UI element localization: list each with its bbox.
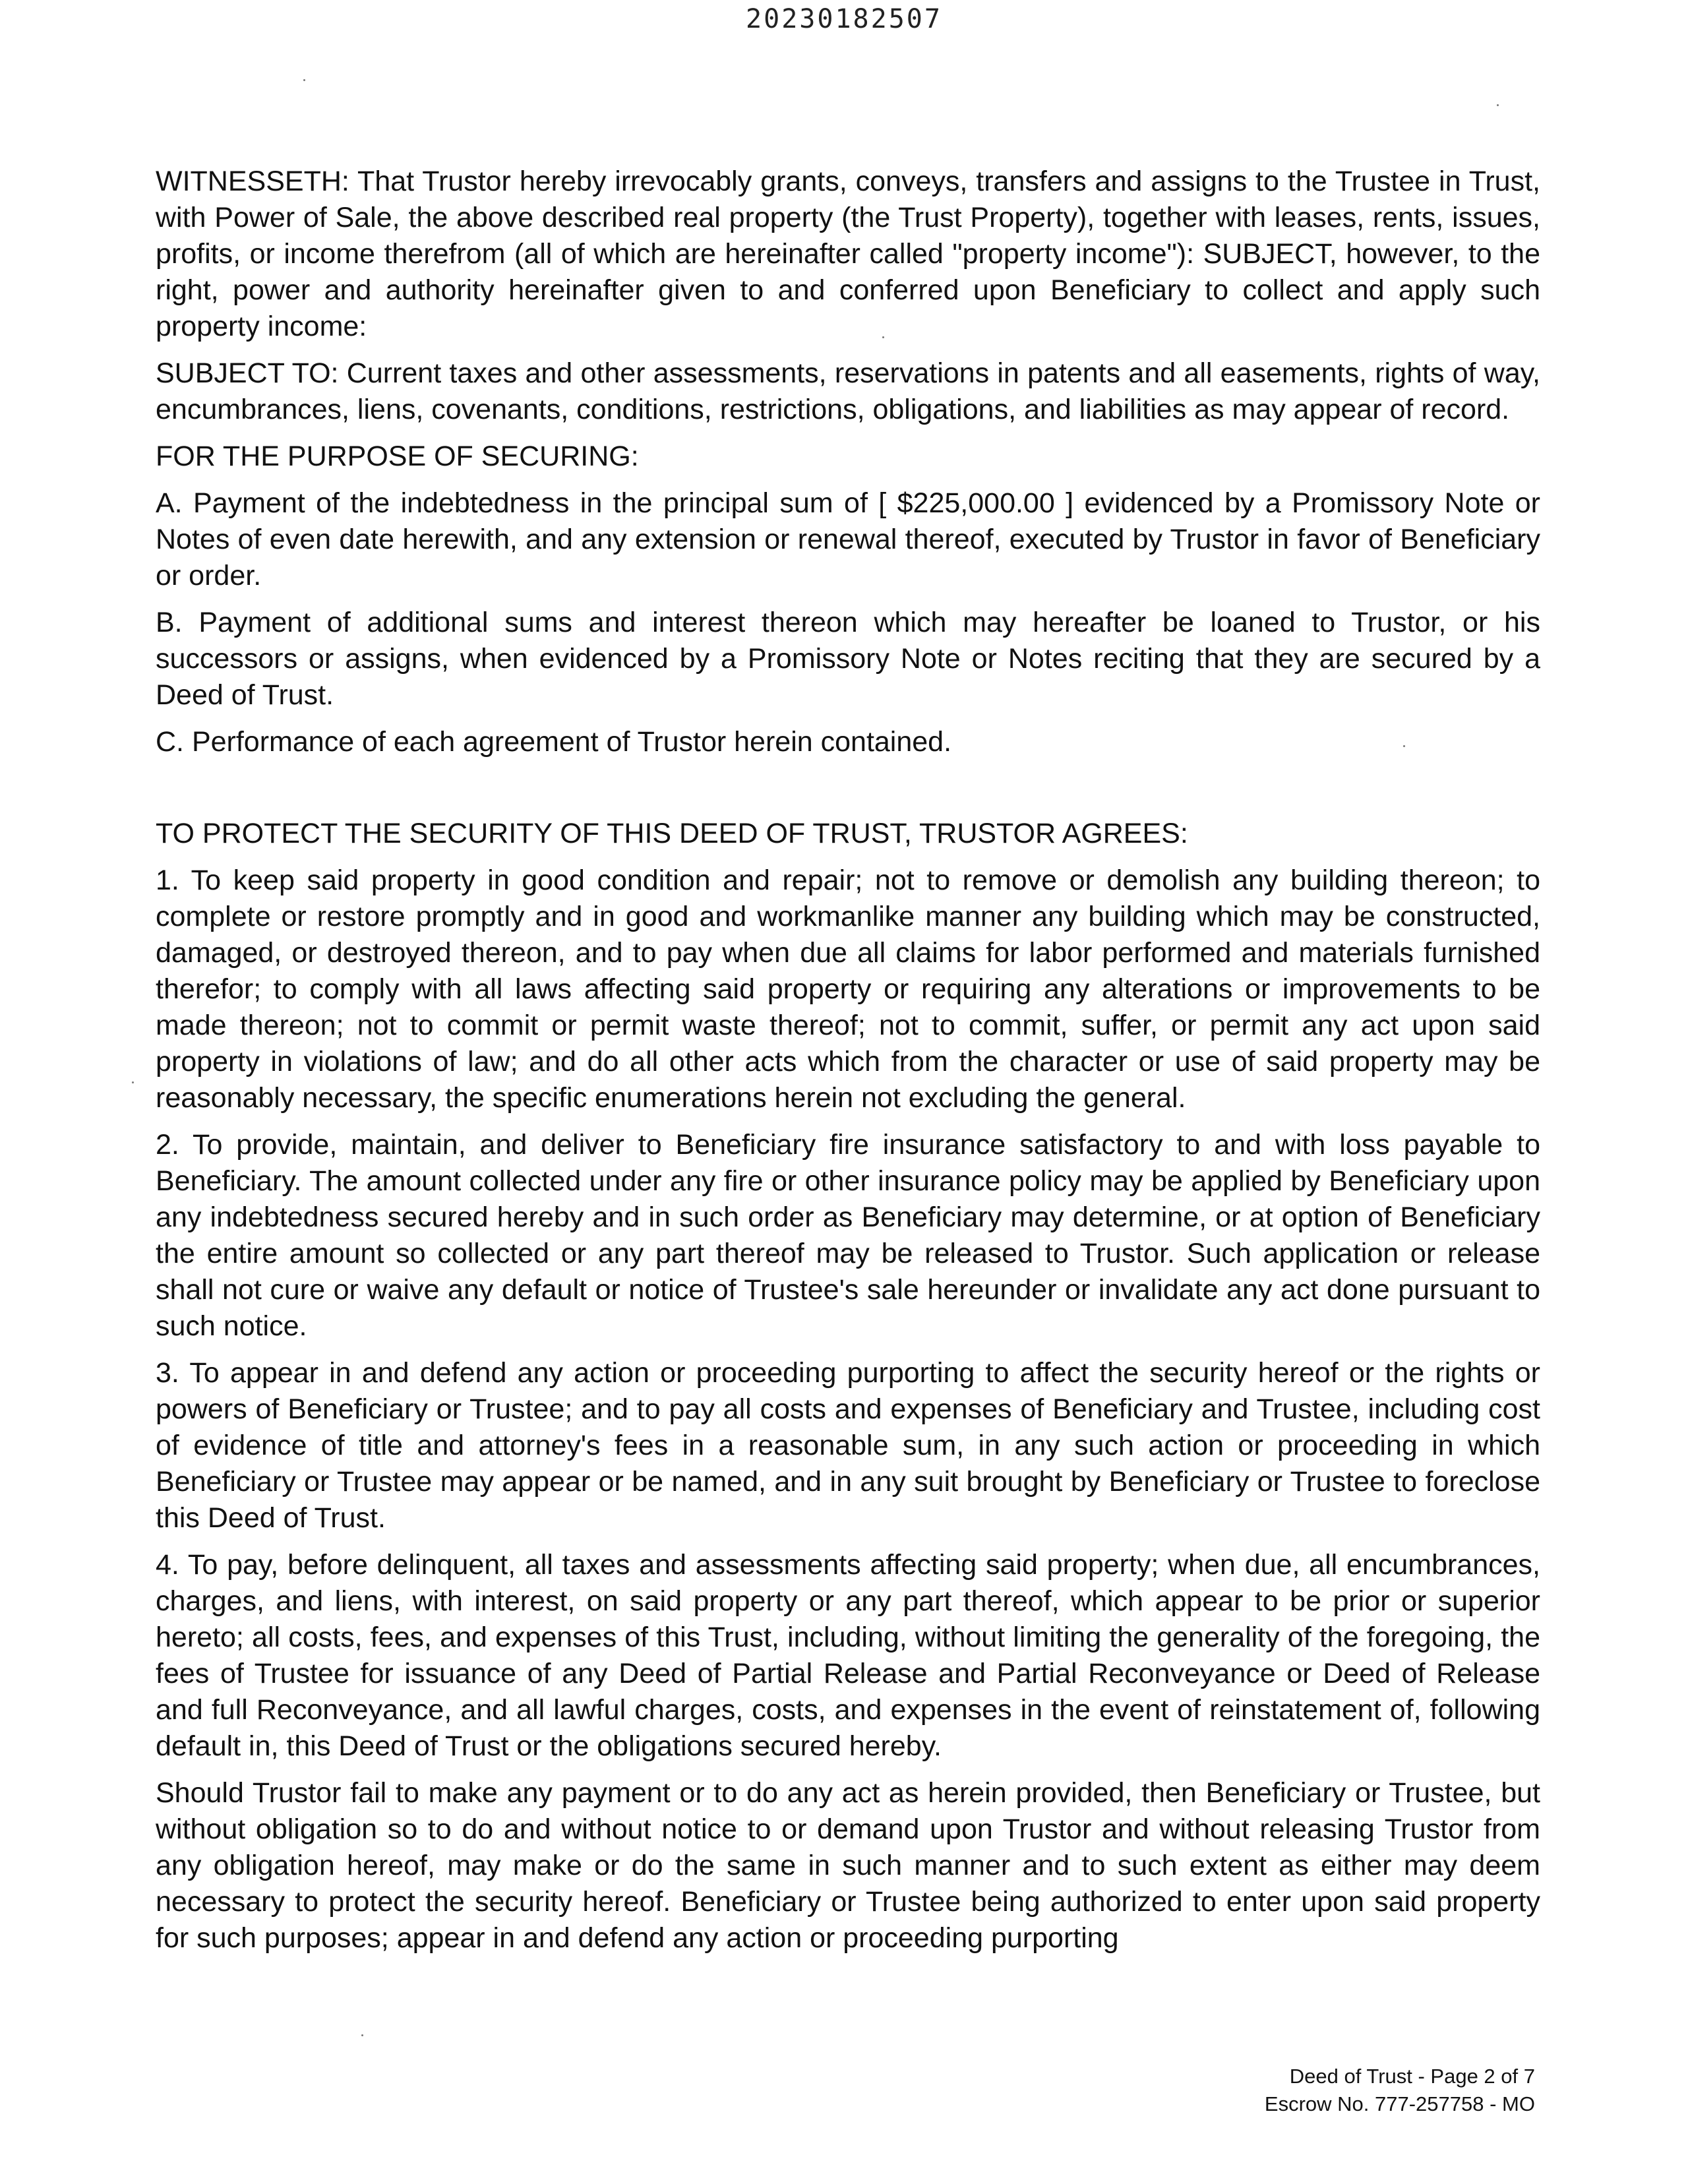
trustor-failure-paragraph: Should Trustor fail to make any payment or to do any act as herein provided, then Beneficiary or Trustee, but without obligation so to do and without notice to or demand upon Trustor and without releasing Trustor from any obligation hereof, may make or do the same in such manner and to such extent as either may deem necessary to protect the security hereof. Beneficiary or Trustee being authorized to enter upon said property for such purposes; appear in and defend any action or proceeding purporting bbox=[156, 1777, 1540, 1954]
witnesseth-paragraph: WITNESSETH: That Trustor hereby irrevocably grants, conveys, transfers and assigns to the Trustee in Trust, with Power of Sale, the above described real property (the Trust Property), together with leases, rents, issues, profits, or income therefrom (all of which are hereinafter called "property income"): SUBJECT, however, to the right, power and authority hereinafter given to and conferred upon Beneficiary to collect and apply such property income: bbox=[156, 166, 1540, 342]
clause-c: C. Performance of each agreement of Trustor herein contained. bbox=[156, 726, 952, 758]
clause-b: B. Payment of additional sums and interest thereon which may hereafter be loaned to Trustor, or his successors or assigns, when evidenced by a Promissory Note or Notes reciting that they are secured by a Deed of Trust. bbox=[156, 607, 1540, 711]
covenant-3: 3. To appear in and defend any action or proceeding purporting to affect the security hereof or the rights or powers of Beneficiary or Trustee; and to pay all costs and expenses of Beneficiary and Trustee, including cost of evidence of title and attorney's fees in a reasonable sum, in any such action or proceeding in which Beneficiary or Trustee may appear or be named, and in any suit brought by Beneficiary or Trustee to foreclose this Deed of Trust. bbox=[156, 1357, 1540, 1534]
document-number: 20230182507 bbox=[746, 4, 942, 34]
purpose-heading: FOR THE PURPOSE OF SECURING: bbox=[156, 440, 639, 472]
scan-speck bbox=[303, 79, 305, 81]
page-footer bbox=[1265, 2063, 1535, 2118]
subject-to-paragraph: SUBJECT TO: Current taxes and other assessments, reservations in patents and all easements, rights of way, encumbrances, liens, covenants, conditions, restrictions, obligations, and liabilities as may appear of record. bbox=[156, 357, 1540, 425]
page-label: Deed of Trust - Page 2 of 7 bbox=[1289, 2065, 1535, 2088]
scan-speck bbox=[1497, 104, 1499, 106]
escrow-number: Escrow No. 777-257758 - MO bbox=[1264, 2092, 1535, 2115]
scan-speck bbox=[882, 336, 884, 338]
covenant-1: 1. To keep said property in good condition and repair; not to remove or demolish any building thereon; to complete or restore promptly and in good and workmanlike manner any building which may be constructed, damaged, or destroyed thereon, and to pay when due all claims for labor performed and materials furnished therefor; to comply with all laws affecting said property or requiring any alterations or improvements to be made thereon; not to commit or permit waste thereof; not to commit, suffer, or permit any act upon said property in violations of law; and do all other acts which from the character or use of said property may be reasonably necessary, the specific enumerations herein not excluding the general. bbox=[156, 864, 1540, 1114]
document-body bbox=[156, 164, 1540, 1957]
covenant-4: 4. To pay, before delinquent, all taxes and assessments affecting said property; when due, all encumbrances, charges, and liens, with interest, on said property or any part thereof, which appear to be prior or superior hereto; all costs, fees, and expenses of this Trust, including, without limiting the generality of the foregoing, the fees of Trustee for issuance of any Deed of Partial Release and Partial Reconveyance or Deed of Release and full Reconveyance, and all lawful charges, costs, and expenses in the event of reinstatement of, following default in, this Deed of Trust or the obligations secured hereby. bbox=[156, 1549, 1540, 1762]
clause-a: A. Payment of the indebtedness in the principal sum of [ $225,000.00 ] evidenced by a Promissory Note or Notes of even date herewith, and any extension or renewal thereof, executed by Trustor in favor of Beneficiary or order. bbox=[156, 487, 1540, 592]
scan-speck bbox=[1403, 745, 1405, 747]
covenant-2: 2. To provide, maintain, and deliver to Beneficiary fire insurance satisfactory to and with loss payable to Beneficiary. The amount collected under any fire or other insurance policy may be applied by Beneficiary upon any indebtedness secured hereby and in such order as Beneficiary may determine, or at option of Beneficiary the entire amount so collected or any part thereof may be released to Trustor. Such application or release shall not cure or waive any default or notice of Trustee's sale hereunder or invalidate any act done pursuant to such notice. bbox=[156, 1129, 1540, 1342]
trustor-agrees-heading: TO PROTECT THE SECURITY OF THIS DEED OF TRUST, TRUSTOR AGREES: bbox=[156, 818, 1188, 849]
scan-speck bbox=[132, 1081, 134, 1083]
scan-speck bbox=[361, 2034, 363, 2036]
